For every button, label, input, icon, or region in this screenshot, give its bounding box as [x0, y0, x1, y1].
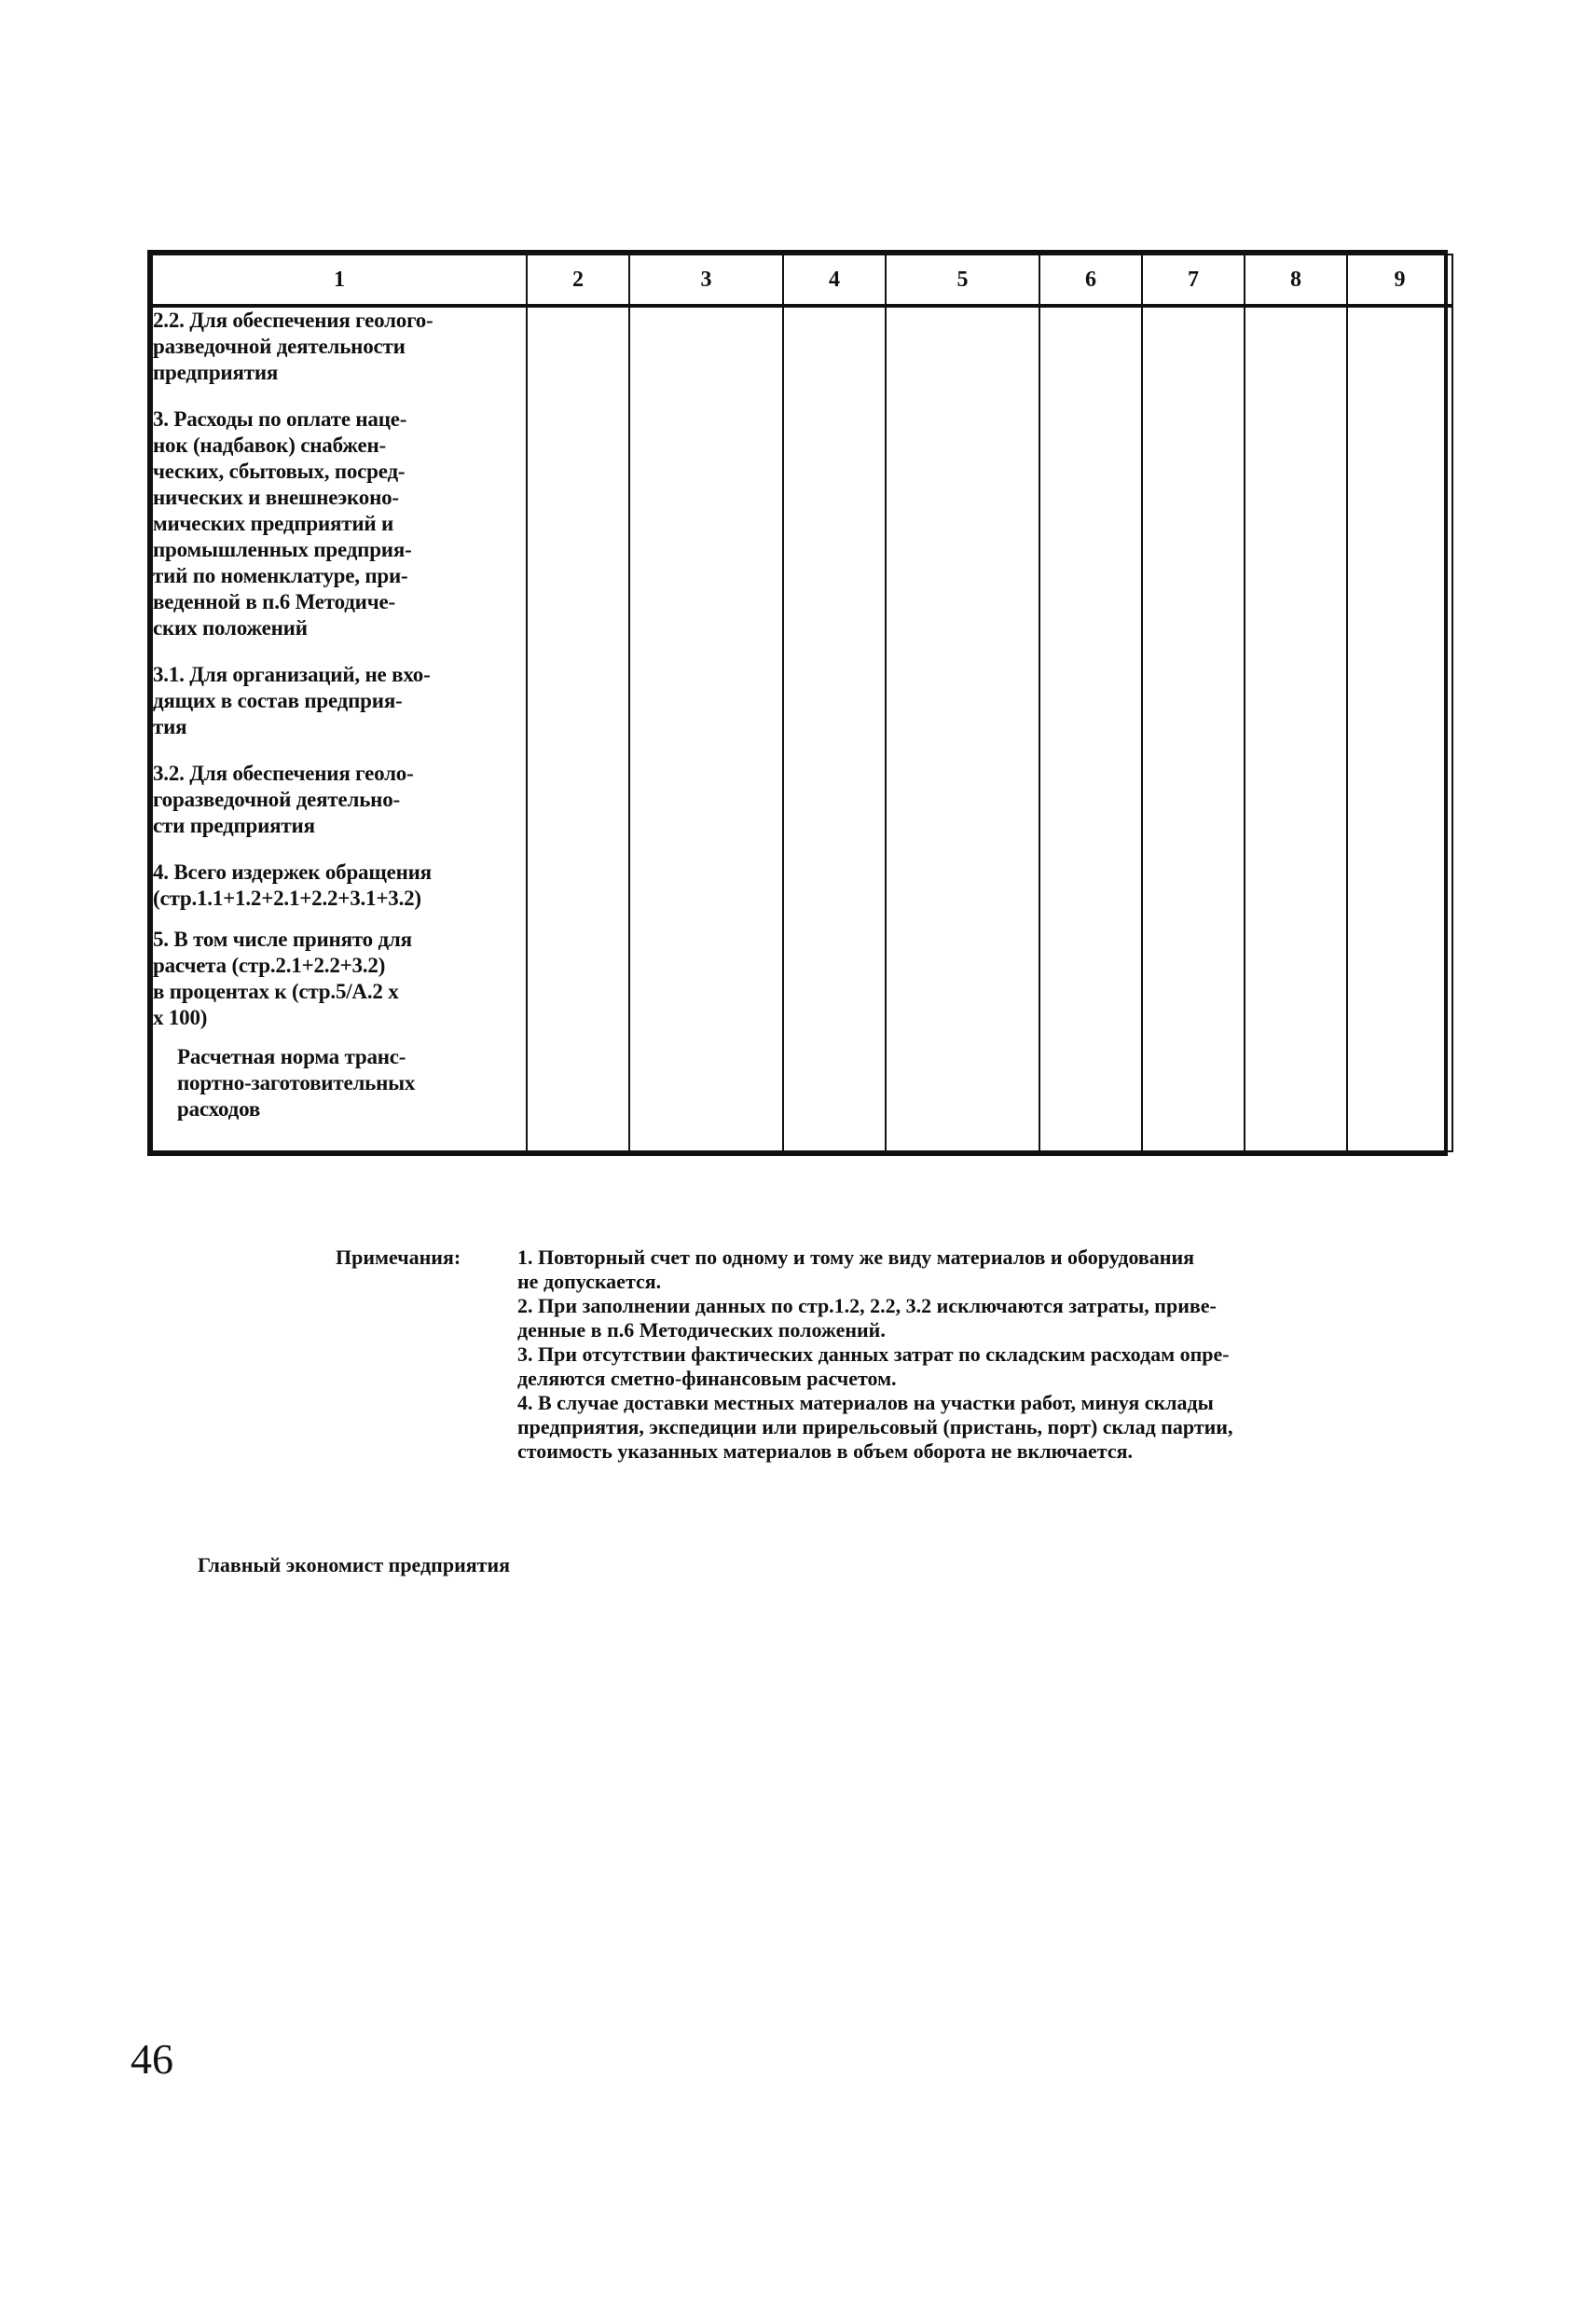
- row-label: 2.2. Для обеспечения геолого- разведочной деятельности предприятия: [153, 309, 433, 384]
- empty-cell: [1039, 306, 1142, 1151]
- row-descriptions-cell: [152, 306, 527, 1151]
- column-header: 8: [1245, 255, 1347, 306]
- note-item: 3. При отсутствии фактических данных затрат по складским расходам опре- деляются сметно-финансовым расчетом.: [517, 1342, 1230, 1390]
- signature-line: Главный экономист предприятия: [198, 1553, 511, 1576]
- empty-cell: [783, 306, 886, 1151]
- table-body-row: [152, 306, 1452, 1151]
- column-header: 1: [152, 255, 527, 306]
- column-header: 5: [886, 255, 1039, 306]
- notes-label: Примечания:: [336, 1245, 461, 1269]
- note-item: 4. В случае доставки местных материалов на участки работ, минуя склады предприятия, экспедиции или прирельсовый (пристань, порт) склад партии, стоимость указанных материалов в объем оборота не включается.: [517, 1391, 1233, 1463]
- column-header: 6: [1039, 255, 1142, 306]
- report-table: [147, 250, 1448, 1156]
- column-header: 2: [527, 255, 629, 306]
- note-item: 2. При заполнении данных по стр.1.2, 2.2, 3.2 исключаются затраты, приве- денные в п.6 Методических положений.: [517, 1294, 1217, 1342]
- row-label: 4. Всего издержек обращения (стр.1.1+1.2+2.1+2.2+3.1+3.2): [153, 860, 432, 910]
- row-label: 3.2. Для обеспечения геоло- горазведочной деятельно- сти предприятия: [153, 762, 414, 837]
- column-header: 7: [1142, 255, 1245, 306]
- row-label: Расчетная норма транс- портно-заготовительных расходов: [177, 1045, 416, 1121]
- row-label: 5. В том числе принято для расчета (стр.2.1+2.2+3.2) в процентах к (стр.5/А.2 х х 100): [153, 928, 412, 1029]
- page-number: 46: [131, 2035, 173, 2083]
- notes-list: [517, 1245, 1436, 1464]
- empty-cell: [1347, 306, 1452, 1151]
- empty-cell: [1245, 306, 1347, 1151]
- row-label: 3. Расходы по оплате наце- нок (надбавок) снабжен- ческих, сбытовых, посред- нических и внешнеэконо- мических предприятий и промышленных предприя- тий по номенклатуре, при- веденной в п.6 Методиче- ских положений: [153, 407, 412, 640]
- row-label: 3.1. Для организаций, не вхо- дящих в состав предприя- тия: [153, 663, 431, 738]
- column-header: 3: [629, 255, 783, 306]
- column-header: 9: [1347, 255, 1452, 306]
- empty-cell: [1142, 306, 1245, 1151]
- note-item: 1. Повторный счет по одному и тому же виду материалов и оборудования не допускается.: [517, 1245, 1195, 1293]
- column-header: 4: [783, 255, 886, 306]
- empty-cell: [629, 306, 783, 1151]
- table-header-row: [152, 255, 1452, 306]
- empty-cell: [527, 306, 629, 1151]
- empty-cell: [886, 306, 1039, 1151]
- notes-section: [336, 1245, 1436, 1464]
